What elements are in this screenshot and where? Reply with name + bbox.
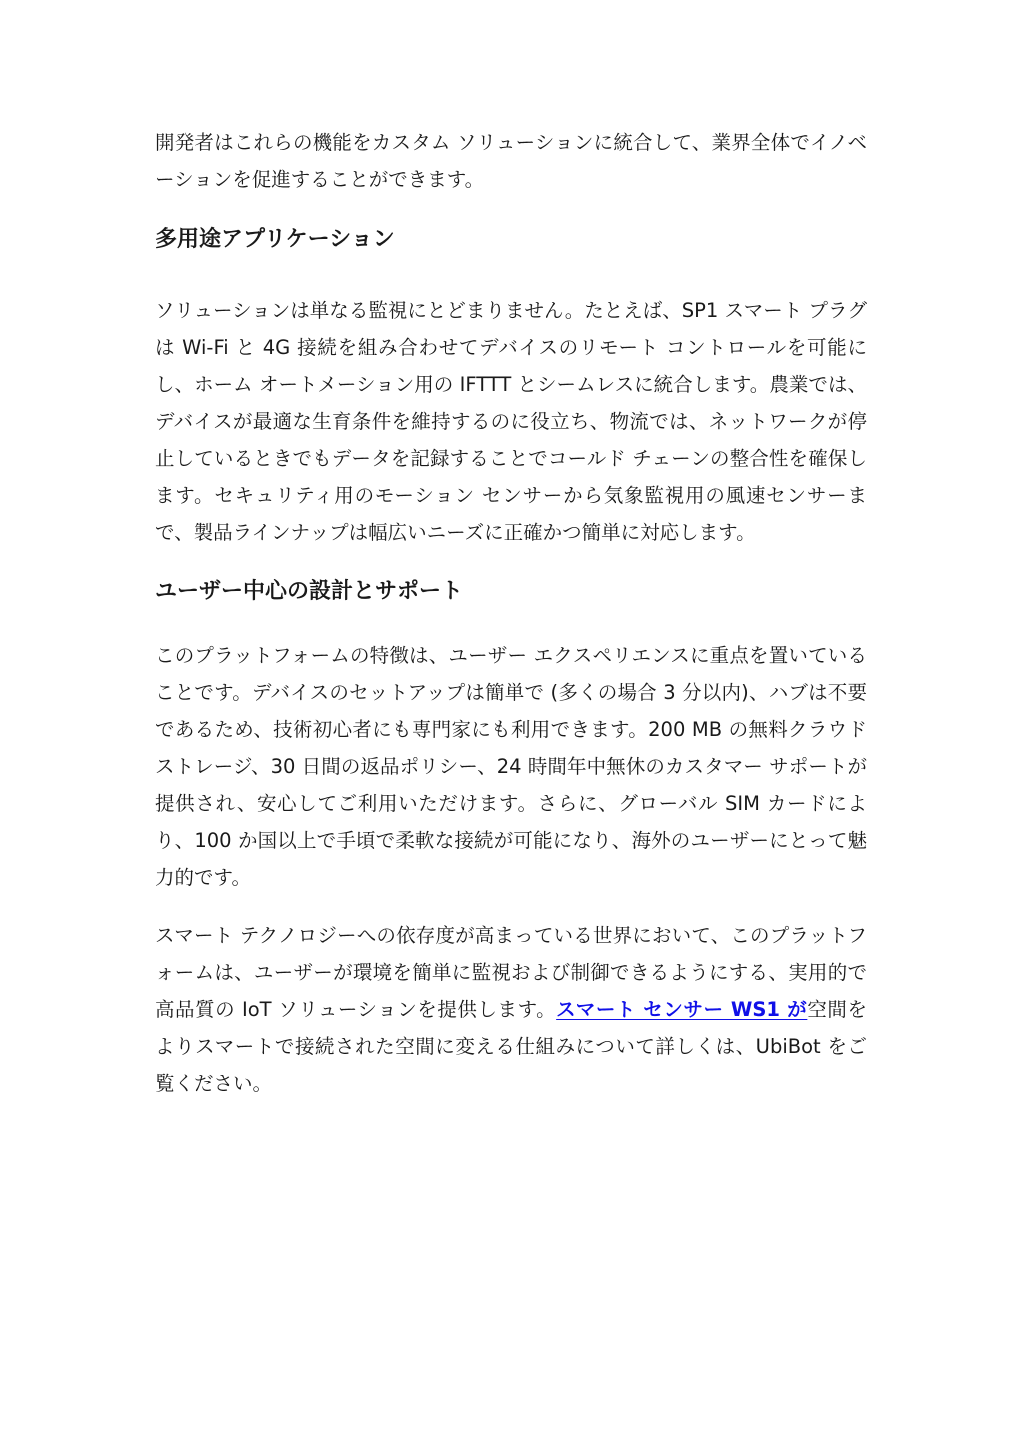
user-centric-design-paragraph: このプラットフォームの特徴は、ユーザー エクスペリエンスに重点を置いていることです。デバイスのセットアップは簡単で (多くの場合 3 分以内)、ハブは不要であるため、技術初心者にも専門家にも利用できます。200 MB の無料クラウド ストレージ、30 日間の返品ポリシー、24 時間年中無休のカスタマー サポートが提供され、安心してご利用いただけます。さらに、グローバル SIM カードにより、100 か国以上で手頃で柔軟な接続が可能になり、海外のユーザーにとって魅力的です。 [155, 644, 867, 889]
document-page [155, 124, 867, 1102]
section-heading-user-centric-design: ユーザー中心の設計とサポート [155, 579, 464, 604]
closing-text-after-link: 空間をよりスマートで接続された空間に変える仕組みについて詳しくは、UbiBot をご覧ください。 [155, 998, 867, 1095]
section-heading-versatile-applications: 多用途アプリケーション [155, 227, 395, 252]
closing-paragraph [155, 917, 867, 1102]
intro-paragraph: 開発者はこれらの機能をカスタム ソリューションに統合して、業界全体でイノベーションを促進することができます。 [155, 131, 867, 191]
closing-text-before-link: スマート テクノロジーへの依存度が高まっている世界において、このプラットフォームは、ユーザーが環境を簡単に監視および制御できるようにする、実用的で高品質の IoT ソリューションを提供します。 [155, 924, 867, 1021]
versatile-applications-paragraph: ソリューションは単なる監視にとどまりません。たとえば、SP1 スマート プラグは Wi-Fi と 4G 接続を組み合わせてデバイスのリモート コントロールを可能にし、ホーム オートメーション用の IFTTT とシームレスに統合します。農業では、デバイスが最適な生育条件を維持するのに役立ち、物流では、ネットワークが停止しているときでもデータを記録することでコールド チェーンの整合性を確保します。セキュリティ用のモーション センサーから気象監視用の風速センサーまで、製品ラインナップは幅広いニーズに正確かつ簡単に対応します。 [155, 299, 867, 544]
smart-sensor-ws1-link[interactable]: スマート センサー WS1 が [556, 998, 808, 1021]
